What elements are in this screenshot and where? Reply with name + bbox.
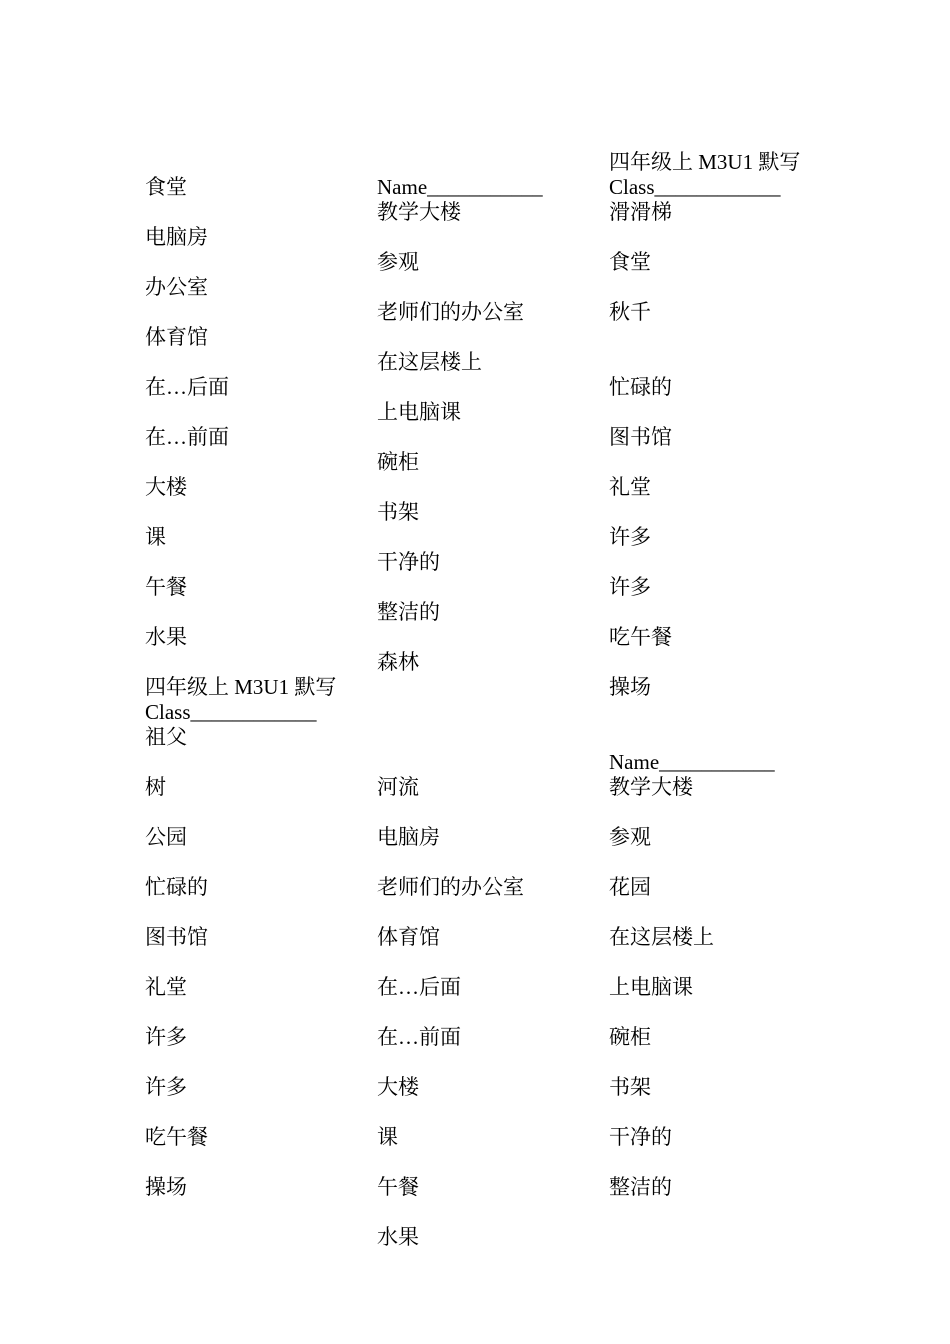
name-field-label: Name___________ bbox=[377, 175, 543, 199]
vocab-item: 图书馆 bbox=[609, 425, 672, 449]
vocab-item: 秋千 bbox=[609, 300, 651, 324]
vocab-item: 干净的 bbox=[609, 1125, 672, 1149]
blank-line bbox=[377, 525, 592, 550]
blank-line bbox=[609, 350, 824, 375]
vocab-item: 许多 bbox=[145, 1075, 187, 1099]
vocab-item: 干净的 bbox=[377, 550, 440, 574]
vocab-item: 树 bbox=[145, 775, 166, 799]
blank-line bbox=[145, 1000, 360, 1025]
vocab-item: 操场 bbox=[145, 1175, 187, 1199]
blank-line bbox=[377, 225, 592, 250]
blank-line bbox=[609, 600, 824, 625]
column-3 bbox=[609, 150, 824, 1200]
vocab-item: 在…前面 bbox=[377, 1025, 461, 1049]
vocab-item: 花园 bbox=[609, 875, 651, 899]
column-2 bbox=[377, 175, 592, 1250]
blank-line bbox=[377, 800, 592, 825]
worksheet-heading: 四年级上 M3U1 默写 bbox=[609, 150, 801, 174]
blank-line bbox=[609, 850, 824, 875]
vocab-item: 老师们的办公室 bbox=[377, 875, 524, 899]
blank-line bbox=[145, 900, 360, 925]
blank-line bbox=[609, 900, 824, 925]
blank-line bbox=[145, 750, 360, 775]
vocab-item: 教学大楼 bbox=[377, 200, 461, 224]
blank-line bbox=[609, 450, 824, 475]
blank-line bbox=[377, 325, 592, 350]
blank-line bbox=[377, 750, 592, 775]
vocab-item: 吃午餐 bbox=[145, 1125, 208, 1149]
vocab-item: 午餐 bbox=[145, 575, 187, 599]
vocab-item: 食堂 bbox=[609, 250, 651, 274]
blank-line bbox=[609, 400, 824, 425]
blank-line bbox=[377, 700, 592, 725]
blank-line bbox=[145, 200, 360, 225]
blank-line bbox=[609, 550, 824, 575]
blank-line bbox=[609, 1150, 824, 1175]
class-field-label: Class____________ bbox=[609, 175, 781, 199]
blank-line bbox=[377, 850, 592, 875]
blank-line bbox=[609, 650, 824, 675]
vocab-item: 大楼 bbox=[145, 475, 187, 499]
vocab-item: 操场 bbox=[609, 675, 651, 699]
blank-line bbox=[377, 575, 592, 600]
vocab-item: 图书馆 bbox=[145, 925, 208, 949]
vocab-item: 午餐 bbox=[377, 1175, 419, 1199]
blank-line bbox=[145, 600, 360, 625]
blank-line bbox=[609, 325, 824, 350]
vocab-item: 大楼 bbox=[377, 1075, 419, 1099]
blank-line bbox=[609, 1050, 824, 1075]
blank-line bbox=[609, 950, 824, 975]
blank-line bbox=[377, 1050, 592, 1075]
vocab-item: 公园 bbox=[145, 825, 187, 849]
blank-line bbox=[609, 1000, 824, 1025]
vocab-item: 书架 bbox=[377, 500, 419, 524]
vocab-item: 碗柜 bbox=[609, 1025, 651, 1049]
blank-line bbox=[145, 300, 360, 325]
blank-line bbox=[145, 800, 360, 825]
vocab-item: 参观 bbox=[609, 825, 651, 849]
vocab-item: 忙碌的 bbox=[609, 375, 672, 399]
blank-line bbox=[377, 950, 592, 975]
vocab-item: 电脑房 bbox=[145, 225, 208, 249]
vocab-item: 电脑房 bbox=[377, 825, 440, 849]
vocab-item: 祖父 bbox=[145, 725, 187, 749]
blank-line bbox=[145, 950, 360, 975]
class-field-label: Class____________ bbox=[145, 700, 317, 724]
blank-line bbox=[145, 450, 360, 475]
blank-line bbox=[145, 550, 360, 575]
blank-line bbox=[377, 425, 592, 450]
blank-line bbox=[145, 350, 360, 375]
vocab-item: 书架 bbox=[609, 1075, 651, 1099]
vocab-item: 办公室 bbox=[145, 275, 208, 299]
vocab-item: 河流 bbox=[377, 775, 419, 799]
blank-line bbox=[609, 700, 824, 725]
blank-line bbox=[609, 275, 824, 300]
vocab-item: 滑滑梯 bbox=[609, 200, 672, 224]
blank-line bbox=[377, 1100, 592, 1125]
worksheet-heading: 四年级上 M3U1 默写 bbox=[145, 675, 337, 699]
blank-line bbox=[377, 1000, 592, 1025]
vocab-item: 课 bbox=[145, 525, 166, 549]
vocab-item: 课 bbox=[377, 1125, 398, 1149]
vocab-item: 在…前面 bbox=[145, 425, 229, 449]
vocab-item: 在这层楼上 bbox=[377, 350, 482, 374]
blank-line bbox=[145, 650, 360, 675]
blank-line bbox=[377, 1150, 592, 1175]
vocab-item: 食堂 bbox=[145, 175, 187, 199]
vocab-item: 在…后面 bbox=[145, 375, 229, 399]
blank-line bbox=[145, 1150, 360, 1175]
vocab-item: 体育馆 bbox=[377, 925, 440, 949]
blank-line bbox=[377, 375, 592, 400]
vocab-item: 上电脑课 bbox=[609, 975, 693, 999]
vocab-item: 水果 bbox=[377, 1225, 419, 1249]
vocab-item: 许多 bbox=[609, 575, 651, 599]
blank-line bbox=[377, 625, 592, 650]
vocab-item: 老师们的办公室 bbox=[377, 300, 524, 324]
blank-line bbox=[609, 1100, 824, 1125]
blank-line bbox=[145, 1100, 360, 1125]
vocab-item: 忙碌的 bbox=[145, 875, 208, 899]
blank-line bbox=[145, 500, 360, 525]
blank-line bbox=[609, 225, 824, 250]
vocab-item: 许多 bbox=[609, 525, 651, 549]
vocab-item: 参观 bbox=[377, 250, 419, 274]
blank-line bbox=[145, 250, 360, 275]
blank-line bbox=[145, 400, 360, 425]
blank-line bbox=[609, 500, 824, 525]
blank-line bbox=[377, 475, 592, 500]
vocab-item: 整洁的 bbox=[609, 1175, 672, 1199]
vocab-item: 礼堂 bbox=[609, 475, 651, 499]
vocab-item: 许多 bbox=[145, 1025, 187, 1049]
blank-line bbox=[377, 725, 592, 750]
blank-line bbox=[609, 725, 824, 750]
vocab-item: 碗柜 bbox=[377, 450, 419, 474]
blank-line bbox=[377, 900, 592, 925]
blank-line bbox=[377, 275, 592, 300]
blank-line bbox=[377, 1200, 592, 1225]
blank-line bbox=[609, 800, 824, 825]
vocab-item: 礼堂 bbox=[145, 975, 187, 999]
vocab-item: 森林 bbox=[377, 650, 419, 674]
vocab-item: 吃午餐 bbox=[609, 625, 672, 649]
vocab-item: 在…后面 bbox=[377, 975, 461, 999]
vocab-item: 水果 bbox=[145, 625, 187, 649]
vocab-item: 教学大楼 bbox=[609, 775, 693, 799]
vocab-item: 上电脑课 bbox=[377, 400, 461, 424]
blank-line bbox=[145, 1050, 360, 1075]
name-field-label: Name___________ bbox=[609, 750, 775, 774]
blank-line bbox=[145, 850, 360, 875]
vocab-item: 在这层楼上 bbox=[609, 925, 714, 949]
blank-line bbox=[377, 675, 592, 700]
column-1 bbox=[145, 175, 360, 1200]
vocab-item: 整洁的 bbox=[377, 600, 440, 624]
vocab-item: 体育馆 bbox=[145, 325, 208, 349]
